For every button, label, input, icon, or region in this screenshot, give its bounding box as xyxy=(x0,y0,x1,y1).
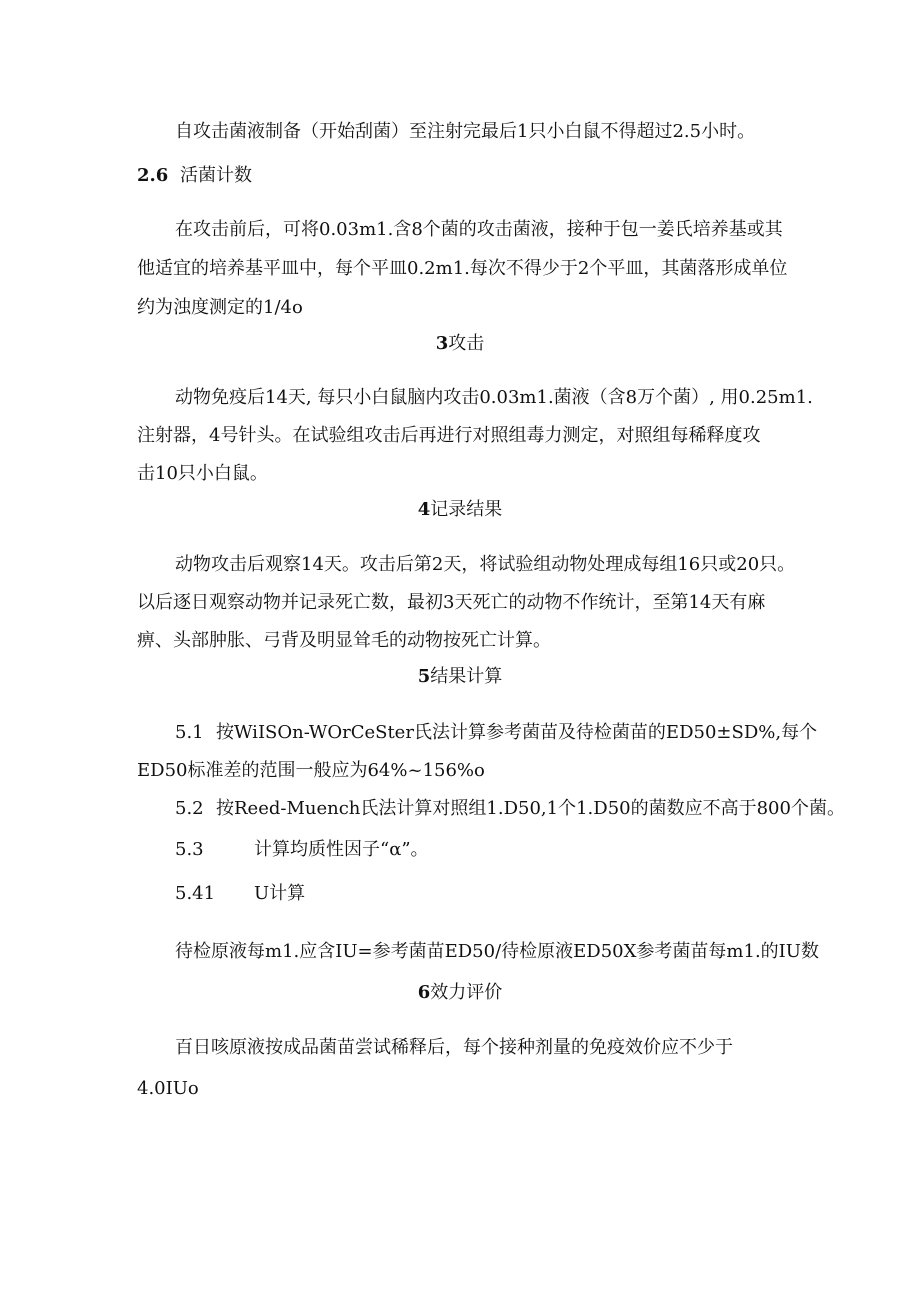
section-title: 攻击 xyxy=(448,333,485,354)
paragraph-line: 约为浊度测定的1/4o xyxy=(137,297,303,318)
section-number: 4 xyxy=(417,499,431,520)
section-heading xyxy=(0,665,920,689)
item-text: 计算均质性因子“α”。 xyxy=(254,839,429,860)
paragraph-line: 痹、头部肿胀、弓背及明显耸毛的动物按死亡计算。 xyxy=(137,630,551,651)
section-number: 5 xyxy=(417,666,431,687)
item-number: 5.1 xyxy=(175,722,204,743)
paragraph-line: 自攻击菌液制备（开始刮菌）至注射完最后1只小白鼠不得超过2.5小时。 xyxy=(175,121,756,142)
paragraph-line: 动物免疫后14天, 每只小白鼠脑内攻击0.03m1.菌液（含8万个菌）, 用0.25m1. xyxy=(175,387,813,408)
paragraph-line: 百日咳原液按成品菌苗尝试稀释后，每个接种剂量的免疫效价应不少于 xyxy=(175,1037,733,1058)
paragraph-line: 击10只小白鼠。 xyxy=(137,463,268,484)
section-heading xyxy=(0,498,920,522)
item-number: 5.3 xyxy=(175,839,204,860)
section-title: 效力评价 xyxy=(430,982,503,1003)
paragraph-line: 在攻击前后，可将0.03m1.含8个菌的攻击菌液，接种于包一姜氏培养基或其 xyxy=(175,219,783,240)
section-number: 2.6 xyxy=(137,165,169,186)
item-number: 5.41 xyxy=(175,883,216,904)
section-number: 6 xyxy=(417,982,431,1003)
formula-line: 待检原液每m1.应含IU=参考菌苗ED50/待检原液ED50X参考菌苗每m1.的IU数 xyxy=(175,941,819,962)
item-text: 按Reed-Muench氏法计算对照组1.D50,1个1.D50的菌数应不高于800个菌。 xyxy=(216,798,845,819)
item-text-continued: ED50标准差的范围一般应为64%~156%o xyxy=(137,760,485,781)
paragraph-line: 4.0IUo xyxy=(137,1078,199,1099)
paragraph-line: 动物攻击后观察14天。攻击后第2天，将试验组动物处理成每组16只或20只。 xyxy=(175,554,796,575)
section-heading xyxy=(0,981,920,1005)
paragraph-line: 他适宜的培养基平皿中，每个平皿0.2m1.每次不得少于2个平皿，其菌落形成单位 xyxy=(137,258,788,279)
paragraph-line: 以后逐日观察动物并记录死亡数，最初3天死亡的动物不作统计，至第14天有麻 xyxy=(137,592,766,613)
item-text: U计算 xyxy=(254,883,306,904)
section-number: 3 xyxy=(435,333,449,354)
section-heading xyxy=(0,332,920,356)
paragraph-line: 注射器，4号针头。在试验组攻击后再进行对照组毒力测定，对照组每稀释度攻 xyxy=(137,425,761,446)
section-title: 记录结果 xyxy=(430,499,503,520)
item-number: 5.2 xyxy=(175,798,204,819)
item-text: 按WiISOn-WOrCeSter氏法计算参考菌苗及待检菌苗的ED50±SD%,每个 xyxy=(216,722,818,743)
section-title: 结果计算 xyxy=(430,666,503,687)
section-title: 活菌计数 xyxy=(180,165,252,186)
